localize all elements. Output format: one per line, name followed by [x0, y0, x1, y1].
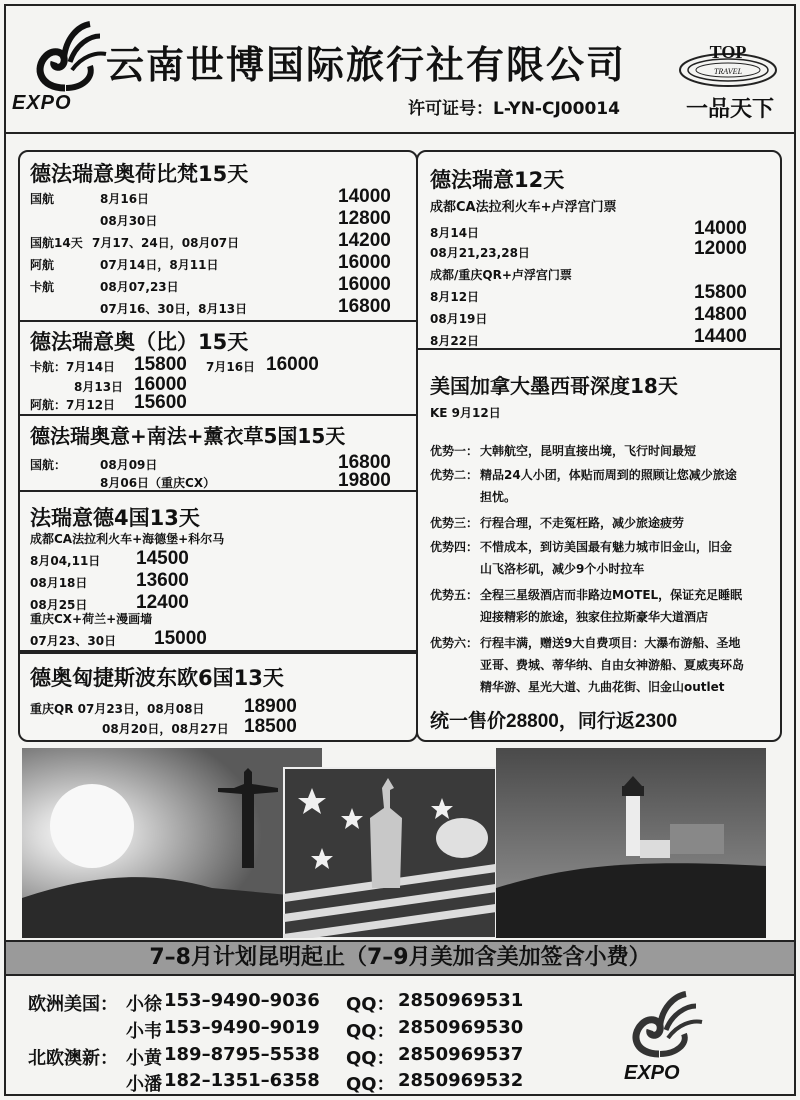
contact-qq: 2850969530 — [398, 1017, 524, 1038]
unified-price-line — [430, 706, 677, 733]
expo-footer-logo-text: EXPO — [624, 1062, 680, 1084]
tour-subtitle: 成都/重庆QR+卢浮宫门票 — [430, 268, 572, 282]
advantage-text: 行程合理，不走冤枉路，减少旅途疲劳 — [480, 516, 685, 530]
eagle-icon — [436, 818, 488, 858]
tour-dates: 7月16日 — [206, 360, 256, 374]
travel-logo-word: TRAVEL — [713, 67, 743, 76]
tour-title: 德奥匈捷斯波东欧6国13天 — [30, 666, 284, 690]
tour-box-1 — [18, 150, 418, 322]
advantage-label: 优势一： — [430, 444, 479, 458]
tour-price: 19800 — [338, 470, 391, 491]
tour-dates: 8月12日 — [430, 290, 480, 304]
contact-name: 小潘 — [126, 1074, 162, 1095]
header — [6, 6, 794, 134]
lighthouse-icon — [626, 794, 640, 856]
advantage-label: 优势二： — [430, 468, 479, 482]
tour-box-2 — [18, 320, 418, 416]
tour-title: 德法瑞意奥（比）15天 — [30, 330, 249, 354]
tour-price: 14500 — [136, 548, 189, 569]
tour-price: 15600 — [134, 392, 187, 413]
contact-name: 小韦 — [126, 1021, 162, 1042]
contact-phone: 153–9490–9036 — [164, 990, 320, 1011]
advantage-text: 担忧。 — [480, 490, 517, 504]
tour-price: 18500 — [244, 716, 297, 737]
contact-qq-label: QQ： — [346, 1048, 395, 1069]
slogan: 一品天下 — [686, 97, 775, 122]
expo-logo-text: EXPO — [12, 92, 72, 114]
tour-dates: 07月23、30日 — [30, 634, 117, 648]
tour-price: 15800 — [694, 282, 747, 303]
tour-price: 16800 — [338, 296, 391, 317]
tour-price: 12000 — [694, 238, 747, 259]
tour-dates: 07月14日，8月11日 — [100, 258, 219, 272]
tour-title: 德法瑞奥意+南法+薰衣草5国15天 — [30, 424, 346, 448]
tour-subtitle: 成都CA法拉利火车+海德堡+科尔马 — [30, 532, 225, 546]
contact-qq-label: QQ： — [346, 994, 395, 1015]
tour-dates: 阿航：7月12日 — [30, 398, 116, 412]
tour-dates: 卡航：7月14日 — [30, 360, 116, 374]
advantage-label: 优势四： — [430, 540, 479, 554]
advantage-text: 全程三星级酒店而非路边MOTEL，保证充足睡眠 — [480, 588, 743, 602]
tour-price: 14800 — [694, 304, 747, 325]
tour-price: 15800 — [134, 354, 187, 375]
photo-strip — [22, 748, 766, 938]
tour-dates: 08月30日 — [100, 214, 158, 228]
tour-title: 德法瑞意12天 — [430, 168, 565, 192]
advantage-text: 不惜成本，到访美国最有魅力城市旧金山，旧金 — [480, 540, 733, 554]
company-name: 云南世博国际旅行社有限公司 — [106, 43, 627, 87]
tour-box-7 — [416, 348, 782, 742]
tour-box-3 — [18, 414, 418, 492]
contact-qq-label: QQ： — [346, 1021, 395, 1042]
schedule-banner: 7–8月计划昆明起止（7–9月美加含美加签含小费） — [6, 940, 794, 976]
rebate-price: 2300 — [634, 711, 678, 732]
advantage-label: 优势三： — [430, 516, 479, 530]
contact-qq: 2850969537 — [398, 1044, 524, 1065]
airline-label: 国航14天 — [30, 236, 83, 250]
license-number: 许可证号：L-YN-CJ00014 — [408, 99, 620, 119]
tour-dates: 8月06日（重庆CX） — [100, 476, 216, 490]
top-travel-logo-icon — [678, 40, 778, 96]
advantage-label: 优势五： — [430, 588, 479, 602]
tour-subtitle: 成都CA法拉利火车+卢浮宫门票 — [430, 200, 617, 215]
tour-dates: 08月09日 — [100, 458, 158, 472]
airline-label: 国航： — [30, 458, 67, 472]
tour-box-6 — [416, 150, 782, 350]
tour-price: 15000 — [154, 628, 207, 649]
rebate-prefix: ，同行返 — [558, 710, 635, 732]
tour-price: 13600 — [136, 570, 189, 591]
advantage-text: 山飞洛杉矶，减少9个小时拉车 — [480, 562, 645, 576]
tour-dates: 08月20日，08月27日 — [102, 722, 229, 736]
tour-dates: 08月21,23,28日 — [430, 246, 530, 260]
tour-dates: 8月14日 — [430, 226, 480, 240]
tour-dates: 08月25日 — [30, 598, 88, 612]
tour-title: 美国加拿大墨西哥深度18天 — [430, 374, 678, 398]
contact-phone: 189–8795–5538 — [164, 1044, 320, 1065]
tour-dates: 重庆QR 07月23日，08月08日 — [30, 702, 205, 716]
tour-price: 16000 — [266, 354, 319, 375]
contact-region: 北欧澳新： — [28, 1048, 118, 1069]
contact-phone: 182–1351–6358 — [164, 1070, 320, 1091]
tour-price: 16000 — [134, 374, 187, 395]
unified-price: 28800 — [506, 711, 559, 732]
tour-price: 16000 — [338, 252, 391, 273]
tour-price: 16000 — [338, 274, 391, 295]
tour-box-5 — [18, 652, 418, 742]
tour-dates: 8月16日 — [100, 192, 150, 206]
tour-price: 18900 — [244, 696, 297, 717]
tour-dates: 8月04,11日 — [30, 554, 101, 568]
tour-dates: 8月22日 — [430, 334, 480, 348]
top-logo-word: TOP — [709, 42, 747, 62]
contact-qq-label: QQ： — [346, 1074, 395, 1095]
tour-dates: 7月17、24日，08月07日 — [92, 236, 240, 250]
price-prefix: 统一售价 — [430, 710, 507, 732]
tour-price: 14400 — [694, 326, 747, 347]
contact-qq: 2850969531 — [398, 990, 524, 1011]
tour-box-4 — [18, 490, 418, 652]
tour-price: 12400 — [136, 592, 189, 613]
contact-phone: 153–9490–9019 — [164, 1017, 320, 1038]
tour-price: 14000 — [694, 218, 747, 239]
tour-price: 16800 — [338, 452, 391, 473]
advantage-text: 精华游、星光大道、九曲花街、旧金山outlet — [480, 680, 725, 694]
tour-dates: KE 9月12日 — [430, 406, 501, 420]
tour-price: 12800 — [338, 208, 391, 229]
tour-dates: 08月07,23日 — [100, 280, 179, 294]
tour-dates: 07月16、30日，8月13日 — [100, 302, 248, 316]
contact-name: 小徐 — [126, 994, 162, 1015]
contact-qq: 2850969532 — [398, 1070, 524, 1091]
contact-name: 小黄 — [126, 1048, 162, 1069]
tour-price: 14200 — [338, 230, 391, 251]
advantage-text: 行程丰满，赠送9大自费项目：大瀑布游船、圣地 — [480, 636, 741, 650]
tour-dates: 08月19日 — [430, 312, 488, 326]
advantage-text: 迎接精彩的旅途，独家住拉斯豪华大道酒店 — [480, 610, 709, 624]
tour-dates: 8月13日 — [74, 380, 124, 394]
advantage-text: 精品24人小团，体贴而周到的照顾让您减少旅途 — [480, 468, 737, 482]
advantage-text: 亚哥、费城、蒂华纳、自由女神游船、夏威夷环岛 — [480, 658, 745, 672]
tour-title: 德法瑞意奥荷比梵15天 — [30, 162, 249, 186]
advantage-label: 优势六： — [430, 636, 479, 650]
tour-price: 14000 — [338, 186, 391, 207]
airline-label: 阿航 — [30, 258, 55, 272]
contact-region: 欧洲美国： — [28, 994, 118, 1015]
airline-label: 卡航 — [30, 280, 55, 294]
sun-icon — [50, 784, 134, 868]
tour-title: 法瑞意德4国13天 — [30, 506, 200, 530]
tour-dates: 08月18日 — [30, 576, 88, 590]
tour-subtitle: 重庆CX+荷兰+漫画墙 — [30, 612, 153, 626]
advantage-text: 大韩航空，昆明直接出境，飞行时间最短 — [480, 444, 697, 458]
airline-label: 国航 — [30, 192, 55, 206]
